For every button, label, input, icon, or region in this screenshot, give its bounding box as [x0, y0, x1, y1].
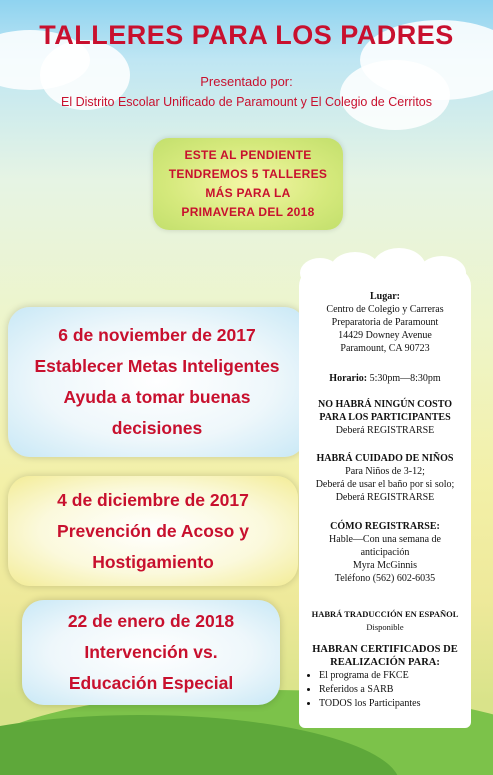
workshop-topic: Ayuda a tomar buenas — [63, 387, 251, 407]
workshop-date: 6 de noviember de 2017 — [58, 325, 256, 345]
upcoming-notice-box — [153, 138, 343, 230]
page-title: TALLERES PARA LOS PADRES — [39, 20, 454, 50]
list-item: • El programa de FKCE — [319, 669, 471, 683]
location-block — [299, 290, 471, 355]
workshop-card-1 — [8, 307, 306, 457]
location-label: Lugar: — [370, 291, 400, 302]
list-item: • Referidos a SARB — [319, 683, 471, 697]
cost-note: Deberá REGISTRARSE — [335, 425, 435, 436]
childcare-line: Deberá REGISTRARSE — [335, 492, 435, 503]
translation-title: HABRÁ TRADUCCIÓN EN ESPAÑOL — [311, 609, 459, 619]
certificates-title: HABRAN CERTIFICADOS DE — [312, 644, 458, 655]
notice-line: ESTE AL PENDIENTE — [184, 148, 312, 162]
workshop-topic: Hostigamiento — [92, 551, 214, 572]
cost-block — [299, 398, 471, 437]
location-line: Preparatoria de Paramount — [331, 317, 439, 328]
workshop-date: 4 de diciembre de 2017 — [57, 489, 249, 510]
cost-line: NO HABRÁ NINGÚN COSTO — [318, 399, 452, 410]
register-line: Hable—Con una semana de — [329, 534, 441, 545]
register-line: Teléfono (562) 602-6035 — [334, 573, 436, 584]
childcare-title: HABRÁ CUIDADO DE NIÑOS — [316, 453, 454, 464]
register-title: CÓMO REGISTRARSE: — [330, 521, 440, 532]
register-line: Myra McGinnis — [352, 560, 418, 571]
childcare-block — [299, 452, 471, 504]
workshop-topic: Prevención de Acoso y — [57, 520, 249, 541]
workshop-date: 22 de enero de 2018 — [67, 611, 235, 631]
workshop-topic: Intervención vs. — [84, 642, 218, 662]
childcare-line: Deberá de usar el baño por si solo; — [315, 479, 455, 490]
workshop-card-2 — [8, 476, 298, 586]
location-line: Paramount, CA 90723 — [340, 343, 430, 354]
certificates-title: REALIZACIÓN PARA: — [330, 657, 440, 668]
schedule-value: 5:30pm—8:30pm — [369, 373, 441, 384]
notice-line: TENDREMOS 5 TALLERES — [168, 167, 328, 181]
schedule-label: Horario: — [329, 373, 368, 384]
schedule-block — [299, 372, 471, 385]
notice-line: MÁS PARA LA — [205, 186, 291, 200]
workshop-topic: Educación Especial — [68, 673, 234, 693]
certificates-block — [299, 643, 471, 711]
location-line: 14429 Downey Avenue — [338, 330, 432, 341]
district-name: El Distrito Escolar Unificado de Paramount y El Colegio de Cerritos — [61, 95, 432, 109]
notice-line: PRIMAVERA DEL 2018 — [181, 205, 315, 219]
presented-by-label: Presentado por: — [200, 74, 293, 89]
register-line: anticipación — [360, 547, 410, 558]
location-line: Centro de Colegio y Carreras — [326, 304, 444, 315]
childcare-line: Para Niños de 3-12; — [345, 466, 425, 477]
list-item: • TODOS los Participantes — [319, 697, 471, 711]
cost-line: PARA LOS PARTICIPANTES — [319, 412, 451, 423]
workshop-topic: decisiones — [111, 418, 203, 438]
workshop-topic: Establecer Metas Inteligentes — [34, 356, 280, 376]
translation-note: Disponible — [366, 622, 404, 632]
translation-block — [299, 608, 471, 634]
register-block — [299, 520, 471, 585]
details-panel — [299, 268, 471, 728]
workshop-card-3 — [22, 600, 280, 705]
certificates-list — [299, 669, 471, 711]
